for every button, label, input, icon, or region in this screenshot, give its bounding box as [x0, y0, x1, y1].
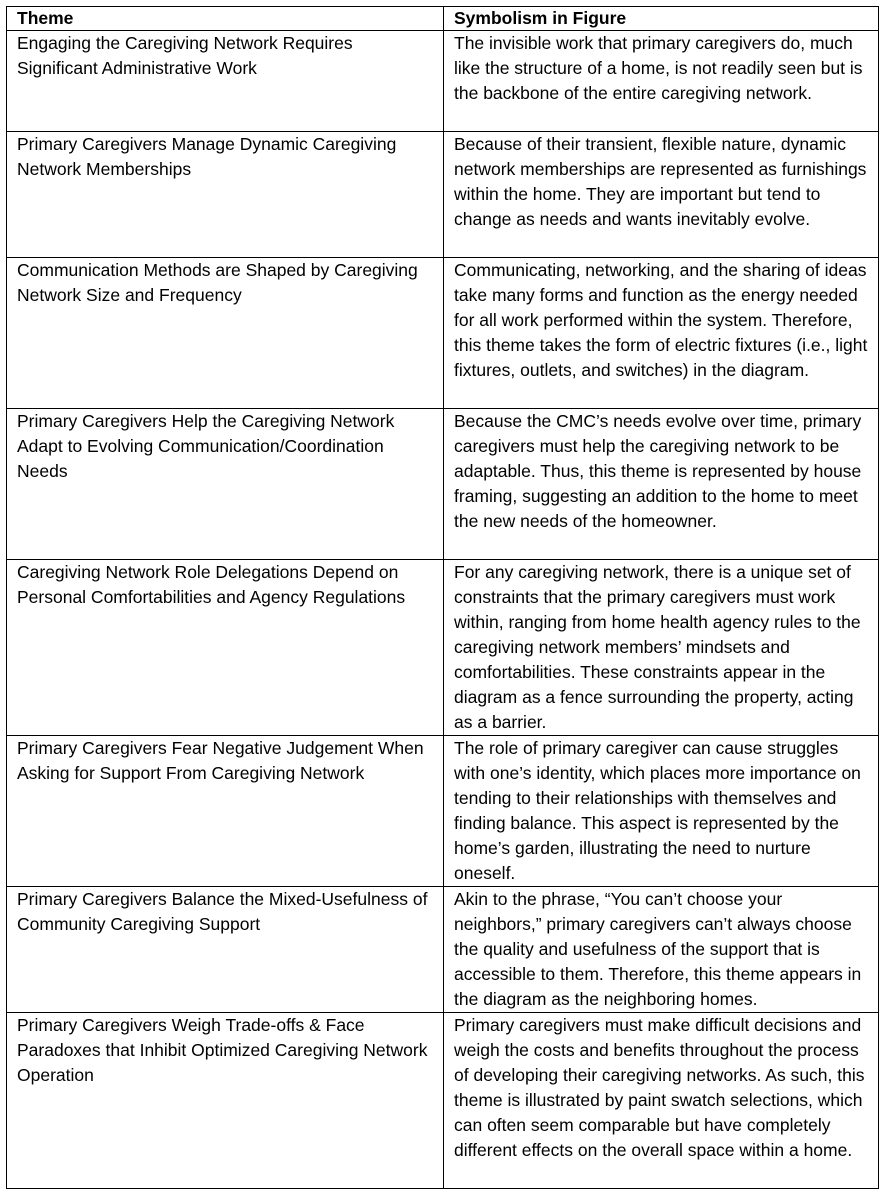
symbolism-cell: Akin to the phrase, “You can’t choose your neighbors,” primary caregivers can’t always choose the quality and usefulness of the support that is accessible to them. Therefore, this theme appears in the diagram as the neighboring homes.: [444, 887, 879, 1013]
symbolism-cell: The invisible work that primary caregivers do, much like the structure of a home, is not readily seen but is the backbone of the entire caregiving network.: [444, 31, 879, 132]
theme-column-header: Theme: [7, 7, 444, 31]
theme-cell: Primary Caregivers Weigh Trade-offs & Face Paradoxes that Inhibit Optimized Caregiving Network Operation: [7, 1013, 444, 1189]
theme-cell: Communication Methods are Shaped by Caregiving Network Size and Frequency: [7, 258, 444, 409]
symbolism-cell: Primary caregivers must make difficult decisions and weigh the costs and benefits throughout the process of developing their caregiving networks. As such, this theme is illustrated by paint swatch selections, which can often seem comparable but have completely different effects on the overall space within a home.: [444, 1013, 879, 1189]
table-row: [7, 258, 879, 409]
theme-cell: Engaging the Caregiving Network Requires Significant Administrative Work: [7, 31, 444, 132]
table-row: [7, 560, 879, 736]
theme-cell: Primary Caregivers Balance the Mixed-Usefulness of Community Caregiving Support: [7, 887, 444, 1013]
symbolism-cell: Because the CMC’s needs evolve over time, primary caregivers must help the caregiving network to be adaptable. Thus, this theme is represented by house framing, suggesting an addition to the home to meet the new needs of the homeowner.: [444, 409, 879, 560]
symbolism-cell: The role of primary caregiver can cause struggles with one’s identity, which places more importance on tending to their relationships with themselves and finding balance. This aspect is represented by the home’s garden, illustrating the need to nurture oneself.: [444, 736, 879, 887]
table-body: [7, 31, 879, 1189]
theme-cell: Primary Caregivers Help the Caregiving Network Adapt to Evolving Communication/Coordination Needs: [7, 409, 444, 560]
table-row: [7, 31, 879, 132]
table-row: [7, 887, 879, 1013]
table-row: [7, 409, 879, 560]
themes-table: [6, 6, 879, 1189]
header-row: [7, 7, 879, 31]
table-row: [7, 736, 879, 887]
table-row: [7, 132, 879, 258]
theme-cell: Primary Caregivers Manage Dynamic Caregiving Network Memberships: [7, 132, 444, 258]
symbolism-cell: Communicating, networking, and the sharing of ideas take many forms and function as the energy needed for all work performed within the system. Therefore, this theme takes the form of electric fixtures (i.e., light fixtures, outlets, and switches) in the diagram.: [444, 258, 879, 409]
table-header: [7, 7, 879, 31]
theme-cell: Caregiving Network Role Delegations Depend on Personal Comfortabilities and Agency Regulations: [7, 560, 444, 736]
symbolism-cell: Because of their transient, flexible nature, dynamic network memberships are represented as furnishings within the home. They are important but tend to change as needs and wants inevitably evolve.: [444, 132, 879, 258]
symbolism-cell: For any caregiving network, there is a unique set of constraints that the primary caregivers must work within, ranging from home health agency rules to the caregiving network members’ mindsets and comfortabilities. These constraints appear in the diagram as a fence surrounding the property, acting as a barrier.: [444, 560, 879, 736]
table-row: [7, 1013, 879, 1189]
theme-cell: Primary Caregivers Fear Negative Judgement When Asking for Support From Caregiving Network: [7, 736, 444, 887]
symbolism-column-header: Symbolism in Figure: [444, 7, 879, 31]
